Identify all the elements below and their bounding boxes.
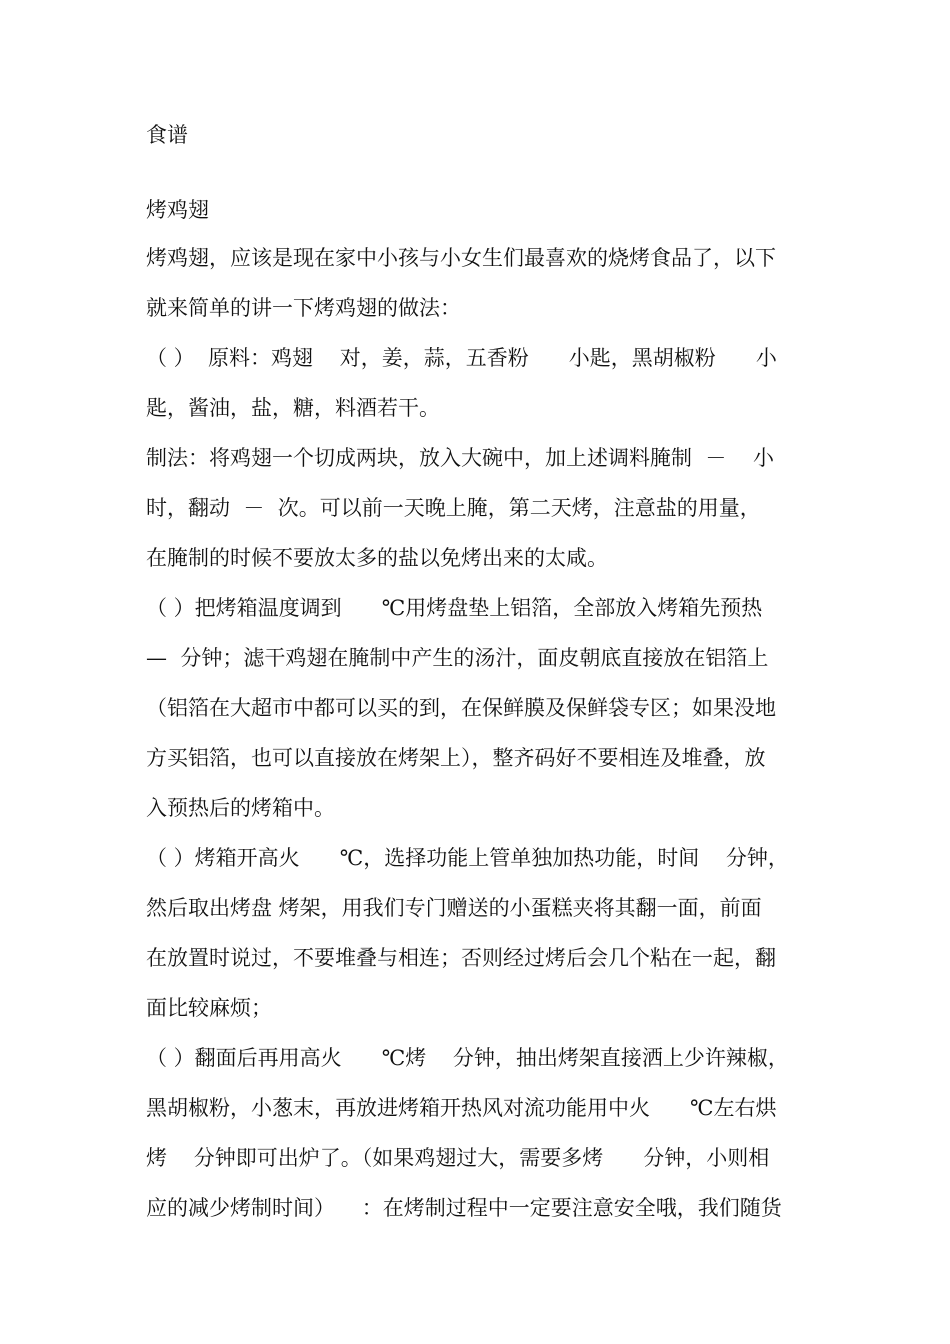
paragraph-line: （ ） 原料：鸡翅 对，姜，蒜，五香粉 小匙，黑胡椒粉 小 — [146, 346, 777, 370]
paragraph-line: 时，翻动 － 次。可以前一天晚上腌，第二天烤，注意盐的用量， — [146, 496, 761, 520]
paragraph-line: 黑胡椒粉，小葱末，再放进烤箱开热风对流功能用中火 ℃左右烘 — [146, 1096, 777, 1120]
paragraph-line: 面比较麻烦； — [146, 996, 272, 1020]
paragraph-line: （ ）烤箱开高火 ℃，选择功能上管单独加热功能，时间 分钟， — [146, 846, 789, 870]
paragraph-line: 然后取出烤盘 烤架，用我们专门赠送的小蛋糕夹将其翻一面，前面 — [146, 896, 762, 920]
paragraph-line: 在腌制的时候不要放太多的盐以免烤出来的太咸。 — [146, 546, 608, 570]
paragraph-line: 就来简单的讲一下烤鸡翅的做法： — [146, 296, 461, 320]
document-title: 食谱 — [146, 123, 188, 147]
recipe-title: 烤鸡翅 — [146, 198, 209, 222]
paragraph-line: （铝箔在大超市中都可以买的到，在保鲜膜及保鲜袋专区；如果没地 — [146, 696, 776, 720]
paragraph-line: 烤 分钟即可出炉了。（如果鸡翅过大，需要多烤 分钟，小则相 — [146, 1146, 770, 1170]
paragraph-line: 匙，酱油，盐，糖，料酒若干。 — [146, 396, 440, 420]
paragraph-line: 应的减少烤制时间） ：在烤制过程中一定要注意安全哦，我们随货 — [146, 1196, 782, 1220]
paragraph-line: 制法：将鸡翅一个切成两块，放入大碗中，加上述调料腌制 － 小 — [146, 446, 775, 470]
paragraph-line: 入预热后的烤箱中。 — [146, 796, 335, 820]
paragraph-line: （ ）把烤箱温度调到 ℃用烤盘垫上铝箔，全部放入烤箱先预热 — [146, 596, 763, 620]
paragraph-line: 烤鸡翅，应该是现在家中小孩与小女生们最喜欢的烧烤食品了，以下 — [146, 246, 776, 270]
paragraph-line: （ ）翻面后再用高火 ℃烤 分钟，抽出烤架直接洒上少许辣椒， — [146, 1046, 789, 1070]
paragraph-line: 方买铝箔，也可以直接放在烤架上），整齐码好不要相连及堆叠，放 — [146, 746, 766, 770]
paragraph-line: 在放置时说过，不要堆叠与相连；否则经过烤后会几个粘在一起，翻 — [146, 946, 776, 970]
paragraph-line: — 分钟；滤干鸡翅在腌制中产生的汤汁，面皮朝底直接放在铝箔上 — [146, 646, 769, 670]
